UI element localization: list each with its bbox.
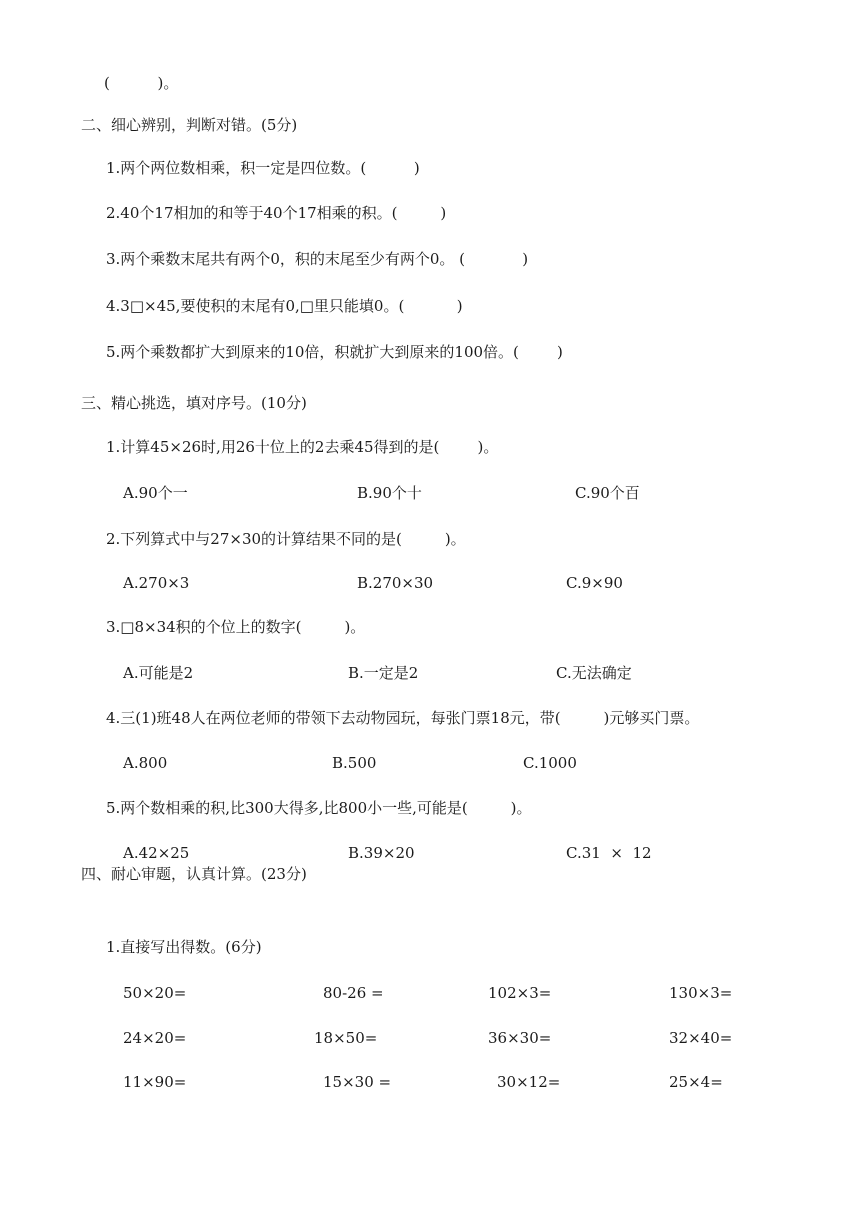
- choice-question: 3.□8×34积的个位上的数字( )。: [106, 618, 366, 636]
- calc-item: 11×90=: [123, 1073, 187, 1091]
- option-a: A.270×3: [123, 574, 190, 592]
- calc-item: 50×20=: [123, 984, 187, 1002]
- option-a: A.可能是2: [123, 664, 194, 682]
- choice-question: 5.两个数相乘的积,比300大得多,比800小一些,可能是( )。: [106, 799, 532, 817]
- option-c: C.无法确定: [556, 664, 632, 682]
- option-a: A.90个一: [123, 484, 188, 502]
- calc-item: 32×40=: [669, 1029, 733, 1047]
- answer-blank-line: ( )。: [104, 74, 179, 92]
- section2-heading: 二、细心辨别，判断对错。(5分): [81, 116, 298, 134]
- option-c: C.9×90: [566, 574, 623, 592]
- section3-heading: 三、精心挑选，填对序号。(10分): [81, 394, 307, 412]
- judge-item: 2.40个17相加的和等于40个17相乘的积。( ): [106, 204, 447, 222]
- section4-heading: 四、耐心审题，认真计算。(23分): [81, 865, 307, 883]
- option-b: B.90个十: [357, 484, 422, 502]
- calc-item: 36×30=: [488, 1029, 552, 1047]
- judge-item: 4.3□×45,要使积的末尾有0,□里只能填0。( ): [106, 297, 463, 315]
- subsection-heading: 1.直接写出得数。(6分): [106, 938, 262, 956]
- choice-question: 1.计算45×26时,用26十位上的2去乘45得到的是( )。: [106, 438, 499, 456]
- judge-item: 3.两个乘数末尾共有两个0，积的末尾至少有两个0。 ( ): [106, 250, 529, 268]
- option-b: B.一定是2: [348, 664, 419, 682]
- option-b: B.500: [332, 754, 377, 772]
- calc-item: 24×20=: [123, 1029, 187, 1047]
- option-a: A.800: [123, 754, 168, 772]
- option-b: B.39×20: [348, 844, 415, 862]
- option-c: C.1000: [523, 754, 577, 772]
- option-b: B.270×30: [357, 574, 434, 592]
- choice-question: 4.三(1)班48人在两位老师的带领下去动物园玩，每张门票18元，带( )元够买门票。: [106, 709, 700, 727]
- option-a: A.42×25: [123, 844, 190, 862]
- calc-item: 102×3=: [488, 984, 552, 1002]
- calc-item: 18×50=: [314, 1029, 378, 1047]
- judge-item: 5.两个乘数都扩大到原来的10倍，积就扩大到原来的100倍。( ): [106, 343, 563, 361]
- calc-item: 80-26 =: [323, 984, 384, 1002]
- calc-item: 15×30 =: [323, 1073, 392, 1091]
- judge-item: 1.两个两位数相乘，积一定是四位数。( ): [106, 159, 420, 177]
- option-c: C.31 × 12: [566, 844, 652, 862]
- calc-item: 30×12=: [497, 1073, 561, 1091]
- option-c: C.90个百: [575, 484, 640, 502]
- calc-item: 130×3=: [669, 984, 733, 1002]
- calc-item: 25×4=: [669, 1073, 723, 1091]
- choice-question: 2.下列算式中与27×30的计算结果不同的是( )。: [106, 530, 466, 548]
